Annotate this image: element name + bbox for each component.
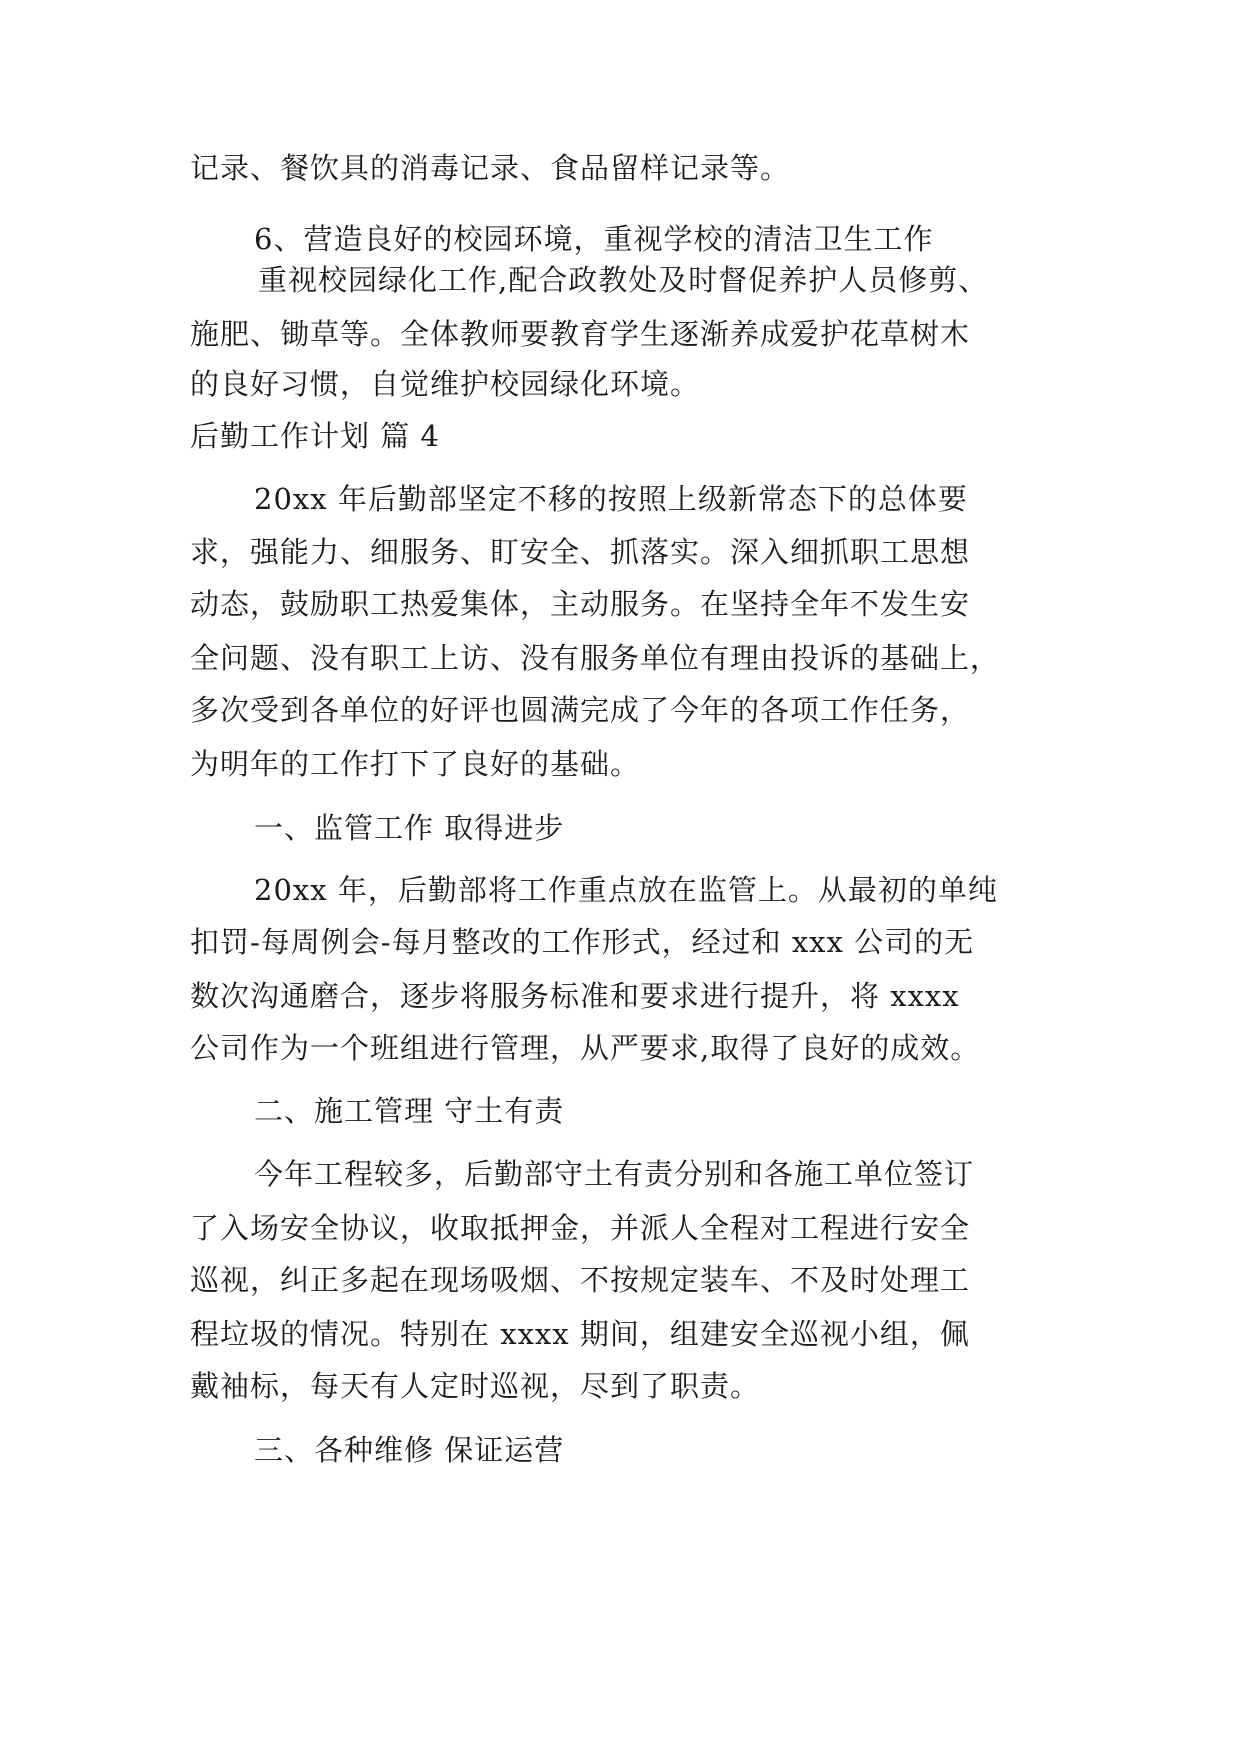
text-line-9: 动态，鼓励职工热爱集体，主动服务。在坚持全年不发生安 [190,587,971,621]
text-line-3: 重视校园绿化工作,配合政教处及时督促养护人员修剪、 [258,263,989,297]
text-line-4: 施肥、锄草等。全体教师要教育学生逐渐养成爱护花草树木 [190,317,971,351]
text-line-5: 的良好习惯，自觉维护校园绿化环境。 [190,367,701,401]
text-line-14: 20xx 年，后勤部将工作重点放在监管上。从最初的单纯 [254,873,998,907]
text-line-23: 戴袖标，每天有人定时巡视，尽到了职责。 [190,1369,761,1403]
subheading-3: 三、各种维修 保证运营 [254,1433,565,1467]
subheading-2: 二、施工管理 守土有责 [254,1094,565,1128]
text-line-15: 扣罚-每周例会-每月整改的工作形式，经过和 xxx 公司的无 [190,925,975,959]
subheading-1: 一、监管工作 取得进步 [254,811,565,845]
text-line-20: 了入场安全协议，收取抵押金，并派人全程对工程进行安全 [190,1211,971,1245]
text-line-10: 全问题、没有职工上访、没有服务单位有理由投诉的基础上， [190,641,1001,675]
text-line-11: 多次受到各单位的好评也圆满完成了今年的各项工作任务， [190,693,971,727]
text-line-17: 公司作为一个班组进行管理，从严要求,取得了良好的成效。 [190,1031,981,1065]
text-line-12: 为明年的工作打下了良好的基础。 [190,747,641,781]
text-line-16: 数次沟通磨合，逐步将服务标准和要求进行提升，将 xxxx [190,979,960,1013]
item-heading-6: 6、营造良好的校园环境，重视学校的清洁卫生工作 [254,222,934,256]
text-line-7: 20xx 年后勤部坚定不移的按照上级新常态下的总体要 [254,482,968,516]
text-line-1: 记录、餐饮具的消毒记录、食品留样记录等。 [190,151,791,185]
text-line-8: 求，强能力、细服务、盯安全、抓落实。深入细抓职工思想 [190,535,971,569]
text-line-22: 程垃圾的情况。特别在 xxxx 期间，组建安全巡视小组，佩 [190,1317,970,1351]
text-line-21: 巡视，纠正多起在现场吸烟、不按规定装车、不及时处理工 [190,1263,971,1297]
section-title: 后勤工作计划 篇 4 [190,419,440,453]
text-line-19: 今年工程较多，后勤部守土有责分别和各施工单位签订 [254,1157,975,1191]
